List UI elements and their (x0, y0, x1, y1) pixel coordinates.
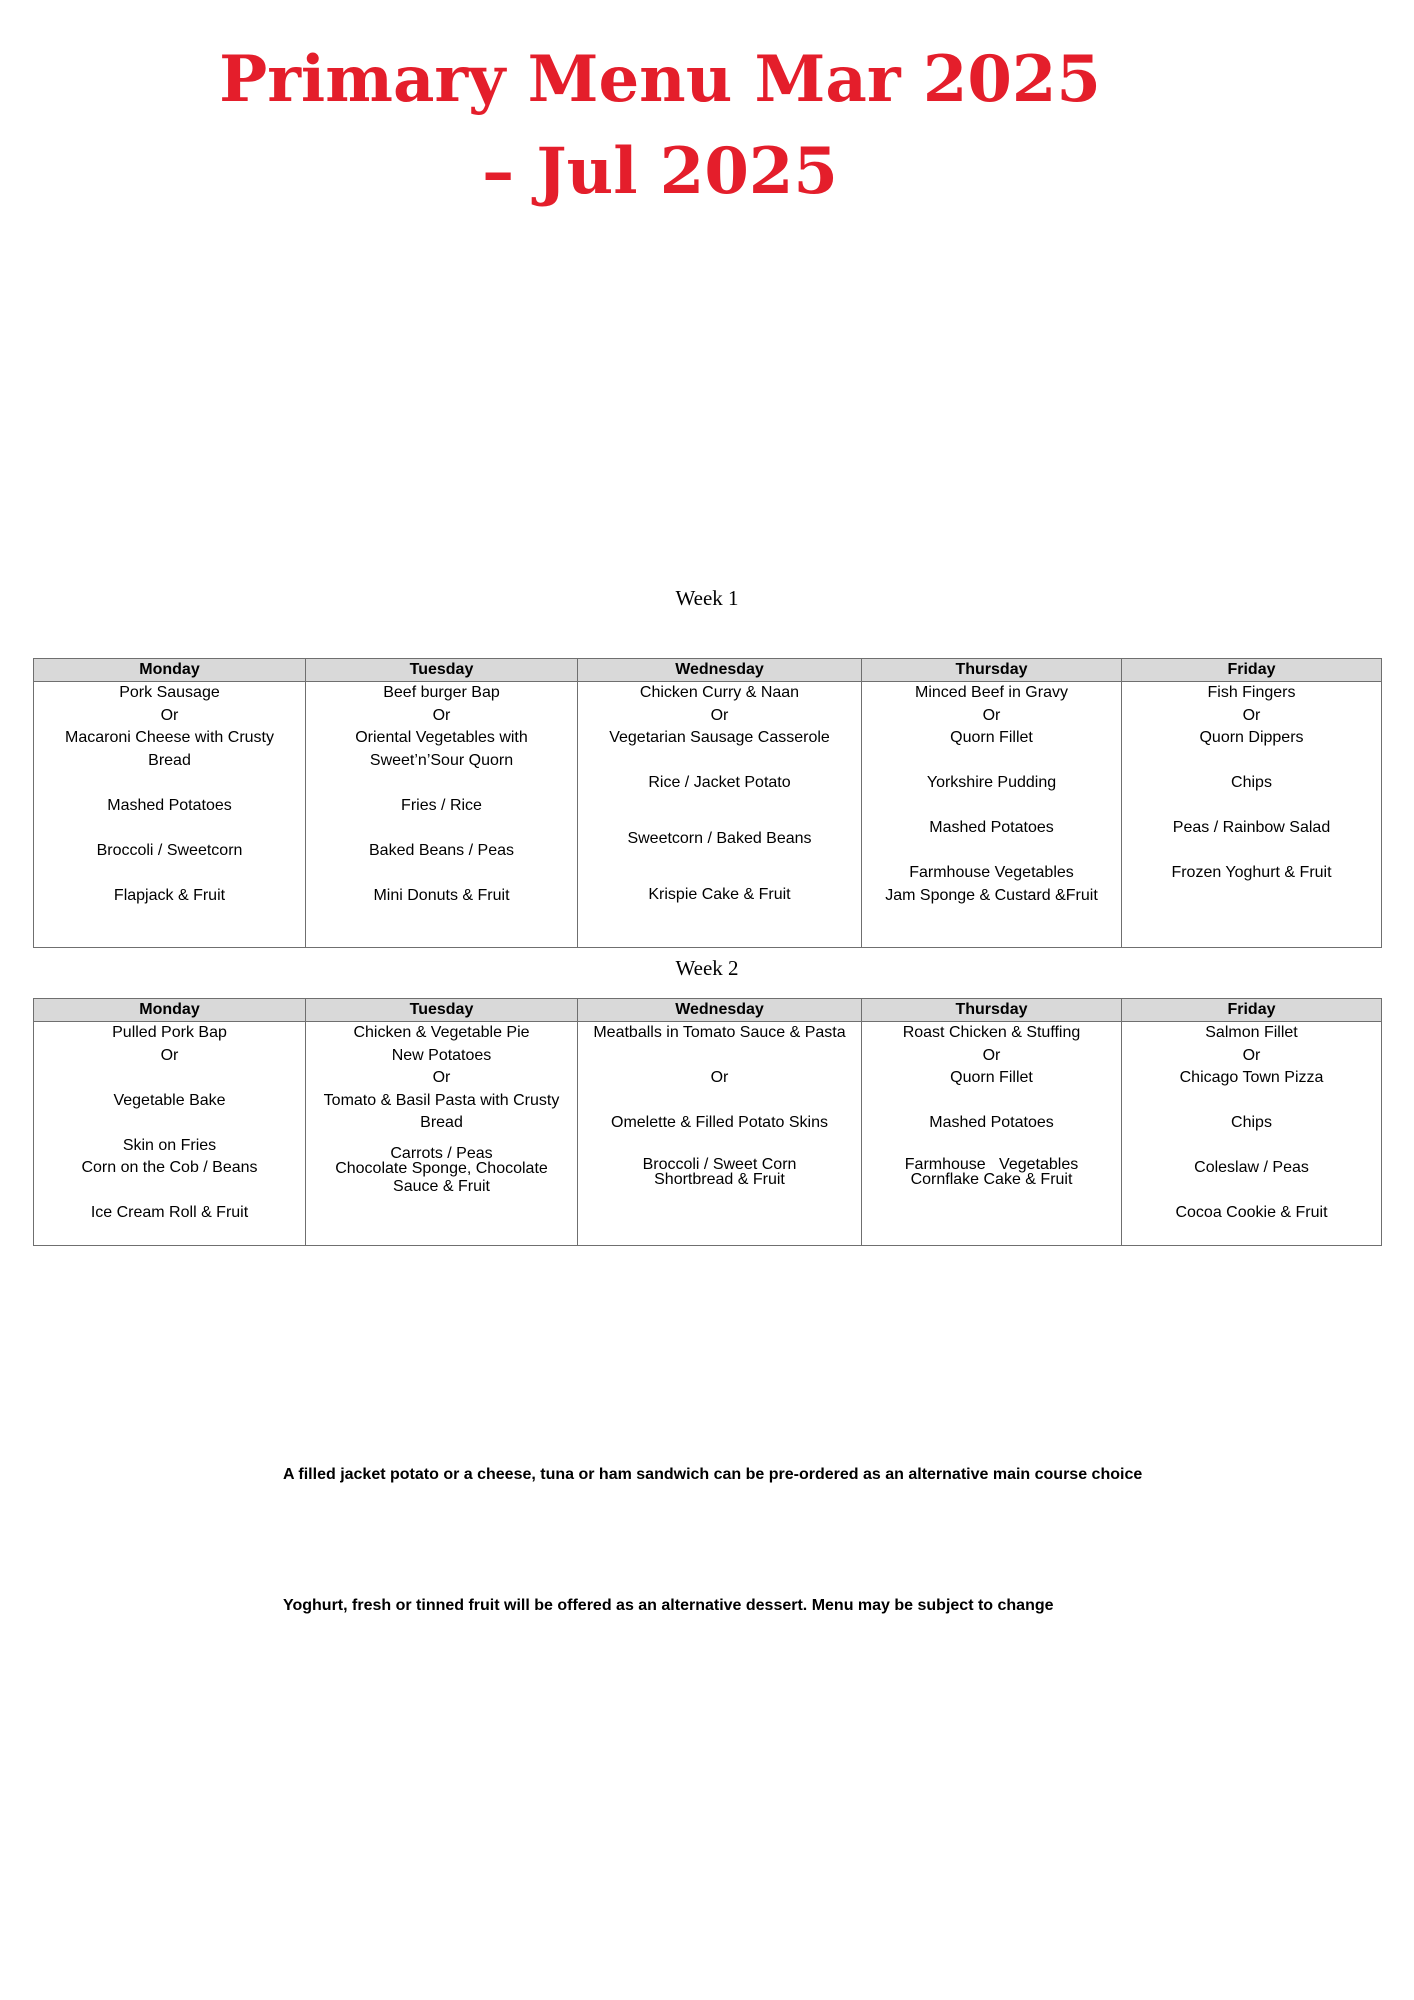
week-2-wednesday-cell (578, 1022, 862, 1246)
menu-item: Sauce & Fruit (393, 1177, 490, 1195)
menu-item: Quorn Fillet (950, 1069, 1033, 1086)
week-2-header-thursday: Thursday (862, 999, 1122, 1022)
week-1-tuesday-cell (306, 682, 578, 948)
menu-item: Chips (1231, 1114, 1272, 1131)
week-1-label: Week 1 (675, 586, 739, 610)
menu-item: Bread (420, 1114, 463, 1131)
menu-item: Or (710, 706, 729, 724)
alternative-dessert-note: Yoghurt, fresh or tinned fruit will be offered as an alternative dessert. Menu may be subject to change (283, 1597, 1054, 1614)
week-1-header-wednesday: Wednesday (578, 659, 862, 682)
menu-item: Or (1242, 1046, 1261, 1064)
menu-item: Meatballs in Tomato Sauce & Pasta (593, 1024, 846, 1041)
menu-item: New Potatoes (391, 1046, 492, 1064)
menu-item: Corn on the Cob / Beans (81, 1159, 258, 1176)
menu-item: Quorn Fillet (950, 729, 1033, 746)
week-2-header-friday: Friday (1122, 999, 1382, 1022)
week-1-wednesday-cell (578, 682, 862, 948)
menu-item: Sweetcorn / Baked Beans (627, 830, 812, 847)
menu-item: Flapjack & Fruit (113, 886, 226, 904)
menu-item: Omelette & Filled Potato Skins (611, 1114, 828, 1131)
menu-item: Chocolate Sponge, Chocolate (335, 1159, 548, 1177)
menu-item: Oriental Vegetables with (355, 729, 528, 746)
week-2-label: Week 2 (675, 956, 739, 980)
menu-item: Or (710, 1069, 729, 1086)
menu-item: Coleslaw / Peas (1194, 1159, 1309, 1176)
week-1-header-row (34, 659, 1382, 682)
menu-item: Or (982, 1046, 1001, 1064)
week-2-header-tuesday: Tuesday (306, 999, 578, 1022)
menu-item: Carrots / Peas (390, 1144, 493, 1162)
menu-item: Or (160, 706, 179, 724)
week-1-menu-row (34, 682, 1382, 948)
title-line-2: – Jul 2025 (482, 134, 838, 209)
menu-item: Ice Cream Roll & Fruit (90, 1204, 249, 1221)
menu-item: Shortbread & Fruit (654, 1171, 785, 1188)
menu-item: Baked Beans / Peas (369, 841, 514, 859)
menu-item: Salmon Fillet (1205, 1024, 1298, 1041)
menu-item: Macaroni Cheese with Crusty (65, 729, 274, 746)
menu-item: Quorn Dippers (1199, 729, 1304, 746)
week-1-header-friday: Friday (1122, 659, 1382, 682)
menu-item: Fish Fingers (1207, 684, 1296, 701)
menu-item: Fries / Rice (401, 796, 482, 814)
week-1-monday-cell (34, 682, 306, 948)
menu-item: Farmhouse Vegetables (904, 1156, 1079, 1173)
title-line-1: Primary Menu Mar 2025 (219, 42, 1101, 117)
week-1-header-tuesday: Tuesday (306, 659, 578, 682)
week-2-tuesday-cell (306, 1022, 578, 1246)
menu-item: Or (1242, 706, 1261, 724)
week-2-menu-row (34, 1022, 1382, 1246)
week-1-thursday-cell (862, 682, 1122, 948)
menu-item: Mashed Potatoes (929, 1114, 1054, 1131)
menu-item: Roast Chicken & Stuffing (902, 1024, 1081, 1041)
menu-item: Vegetarian Sausage Casserole (609, 729, 830, 746)
menu-item: Krispie Cake & Fruit (648, 886, 791, 903)
menu-item: Broccoli / Sweetcorn (96, 841, 243, 859)
menu-item: Chips (1231, 774, 1272, 791)
menu-item: Or (432, 1069, 451, 1086)
menu-item: Pulled Pork Bap (112, 1024, 227, 1041)
menu-item: Cornflake Cake & Fruit (910, 1171, 1073, 1188)
week-1-menu-table (33, 658, 1382, 948)
menu-item: Sweet’n’Sour Quorn (369, 751, 514, 769)
menu-item: Mashed Potatoes (107, 796, 232, 814)
menu-item: Jam Sponge & Custard &Fruit (885, 886, 1098, 904)
menu-item: Farmhouse Vegetables (909, 864, 1074, 881)
menu-item: Mashed Potatoes (929, 819, 1054, 836)
week-2-monday-cell (34, 1022, 306, 1246)
menu-item: Peas / Rainbow Salad (1172, 819, 1331, 836)
menu-item: Chicken Curry & Naan (639, 684, 800, 701)
menu-item: Mini Donuts & Fruit (373, 886, 510, 904)
menu-item: Or (160, 1046, 179, 1064)
menu-item: Bread (148, 751, 191, 769)
week-2-menu-table (33, 998, 1382, 1246)
week-2-header-row (34, 999, 1382, 1022)
menu-item: Chicken & Vegetable Pie (353, 1024, 530, 1041)
menu-item: Pork Sausage (119, 684, 220, 701)
menu-item: Broccoli / Sweet Corn (642, 1156, 797, 1173)
menu-item: Or (982, 706, 1001, 724)
menu-item: Cocoa Cookie & Fruit (1175, 1204, 1328, 1221)
menu-item: Or (432, 706, 451, 724)
menu-item: Minced Beef in Gravy (915, 684, 1068, 701)
menu-item: Skin on Fries (122, 1136, 217, 1154)
menu-item: Vegetable Bake (113, 1091, 226, 1109)
menu-item: Chicago Town Pizza (1179, 1069, 1324, 1086)
week-2-friday-cell (1122, 1022, 1382, 1246)
menu-item: Beef burger Bap (383, 684, 500, 701)
week-1-header-thursday: Thursday (862, 659, 1122, 682)
page-title (0, 34, 1320, 218)
week-2-header-wednesday: Wednesday (578, 999, 862, 1022)
week-2-thursday-cell (862, 1022, 1122, 1246)
menu-item: Tomato & Basil Pasta with Crusty (323, 1091, 560, 1109)
menu-item: Yorkshire Pudding (926, 774, 1057, 791)
alternative-main-note: A filled jacket potato or a cheese, tuna or ham sandwich can be pre-ordered as an alternative main course choice (283, 1466, 1143, 1483)
week-2-header-monday: Monday (34, 999, 306, 1022)
week-1-header-monday: Monday (34, 659, 306, 682)
week-1-friday-cell (1122, 682, 1382, 948)
menu-item: Rice / Jacket Potato (648, 774, 791, 791)
menu-item: Frozen Yoghurt & Fruit (1171, 864, 1332, 881)
